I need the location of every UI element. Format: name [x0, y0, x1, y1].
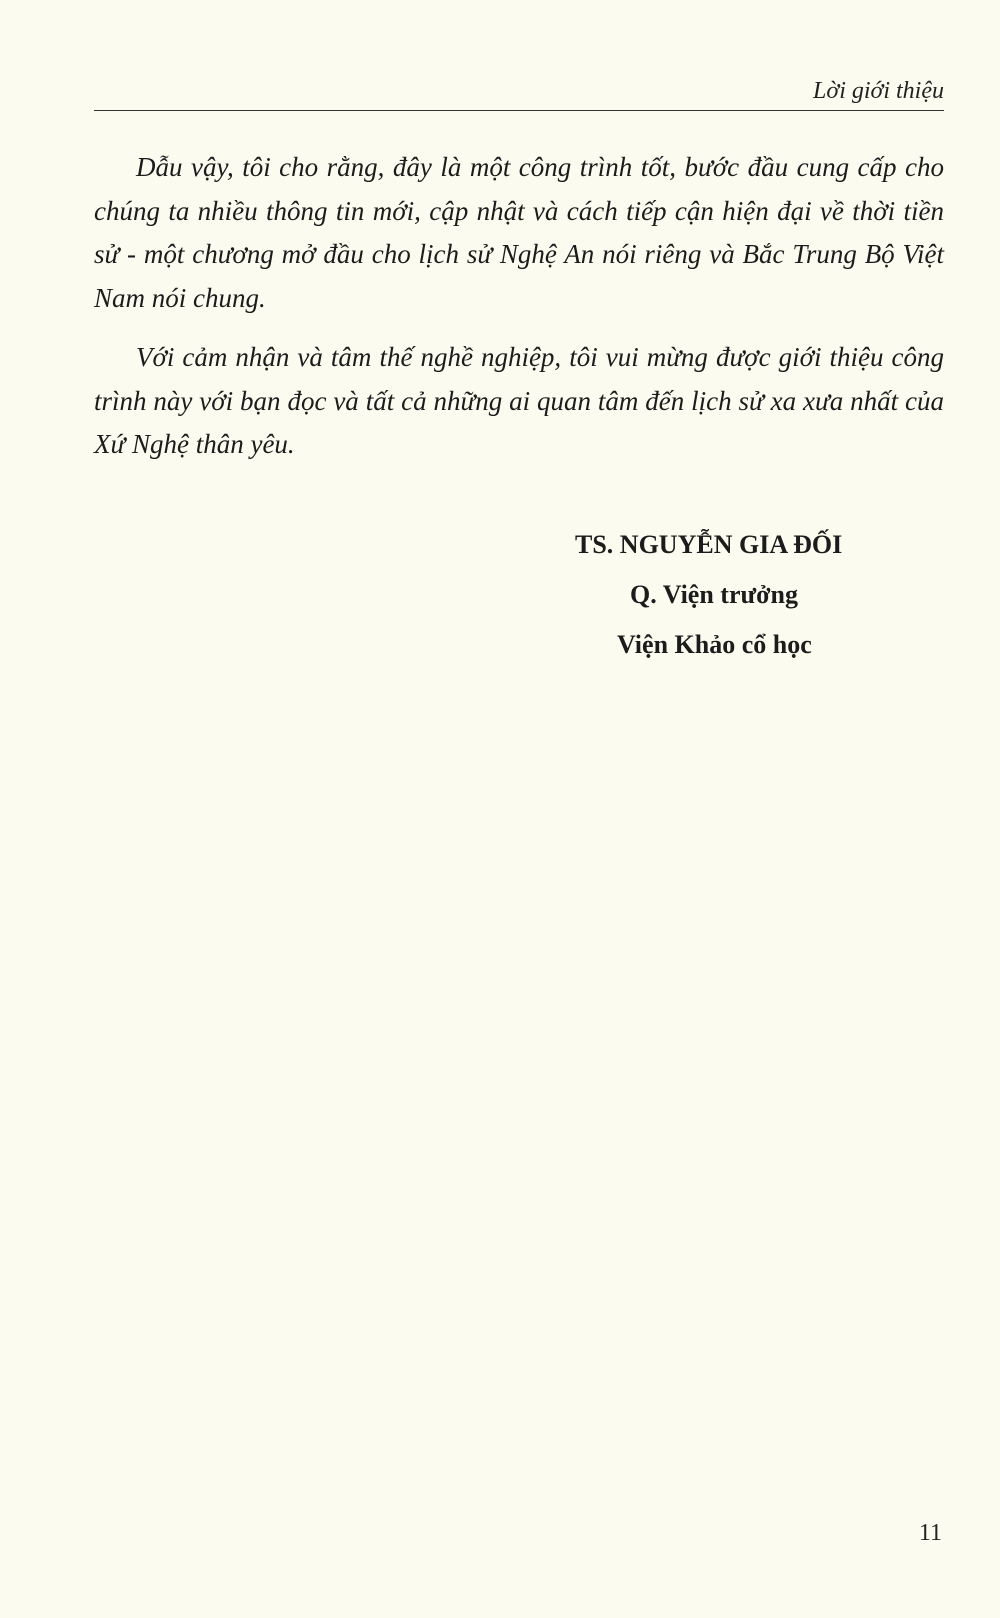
signature-position: Q. Viện trưởng	[630, 580, 798, 609]
page-number: 11	[918, 1520, 942, 1546]
paragraph: Dẫu vậy, tôi cho rằng, đây là một công trình tốt, bước đầu cung cấp cho chúng ta nhiều thông tin mới, cập nhật và cách tiếp cận hiện đại về thời tiền sử - một chương mở đầu cho lịch sử Nghệ An nói riêng và Bắc Trung Bộ Việt Nam nói chung.	[94, 152, 944, 313]
body-text	[94, 146, 944, 467]
running-header	[94, 74, 944, 111]
paragraph: Với cảm nhận và tâm thế nghề nghiệp, tôi vui mừng được giới thiệu công trình này với bạn đọc và tất cả những ai quan tâm đến lịch sử xa xưa nhất của Xứ Nghệ thân yêu.	[94, 342, 944, 459]
running-header-title: Lời giới thiệu	[813, 78, 944, 104]
signature-name: TS. NGUYỄN GIA ĐỐI	[575, 530, 843, 559]
signature-organization: Viện Khảo cổ học	[617, 630, 812, 659]
